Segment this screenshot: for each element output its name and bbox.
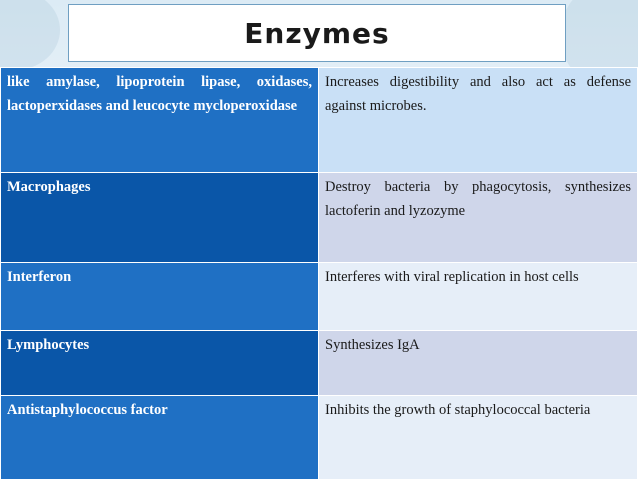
- row-label: like amylase, lipoprotein lipase, oxidases, lactoperxidases and leucocyte mycloperoxidase: [1, 68, 319, 173]
- table-row: [1, 396, 638, 480]
- row-label: Lymphocytes: [1, 331, 319, 396]
- table-row: [1, 331, 638, 396]
- row-description: Inhibits the growth of staphylococcal bacteria: [319, 396, 638, 480]
- row-description: Synthesizes IgA: [319, 331, 638, 396]
- table-row: [1, 68, 638, 173]
- table-row: [1, 173, 638, 263]
- row-label: Interferon: [1, 263, 319, 331]
- title-box: [68, 4, 566, 62]
- row-description: Interferes with viral replication in host cells: [319, 263, 638, 331]
- row-description: Increases digestibility and also act as defense against microbes.: [319, 68, 638, 173]
- row-label: Macrophages: [1, 173, 319, 263]
- row-label: Antistaphylococcus factor: [1, 396, 319, 480]
- background-decoration: [0, 0, 60, 70]
- slide-title: Enzymes: [244, 16, 390, 50]
- row-description: Destroy bacteria by phagocytosis, synthesizes lactoferin and lyzozyme: [319, 173, 638, 263]
- enzymes-table: [0, 67, 638, 480]
- table-row: [1, 263, 638, 331]
